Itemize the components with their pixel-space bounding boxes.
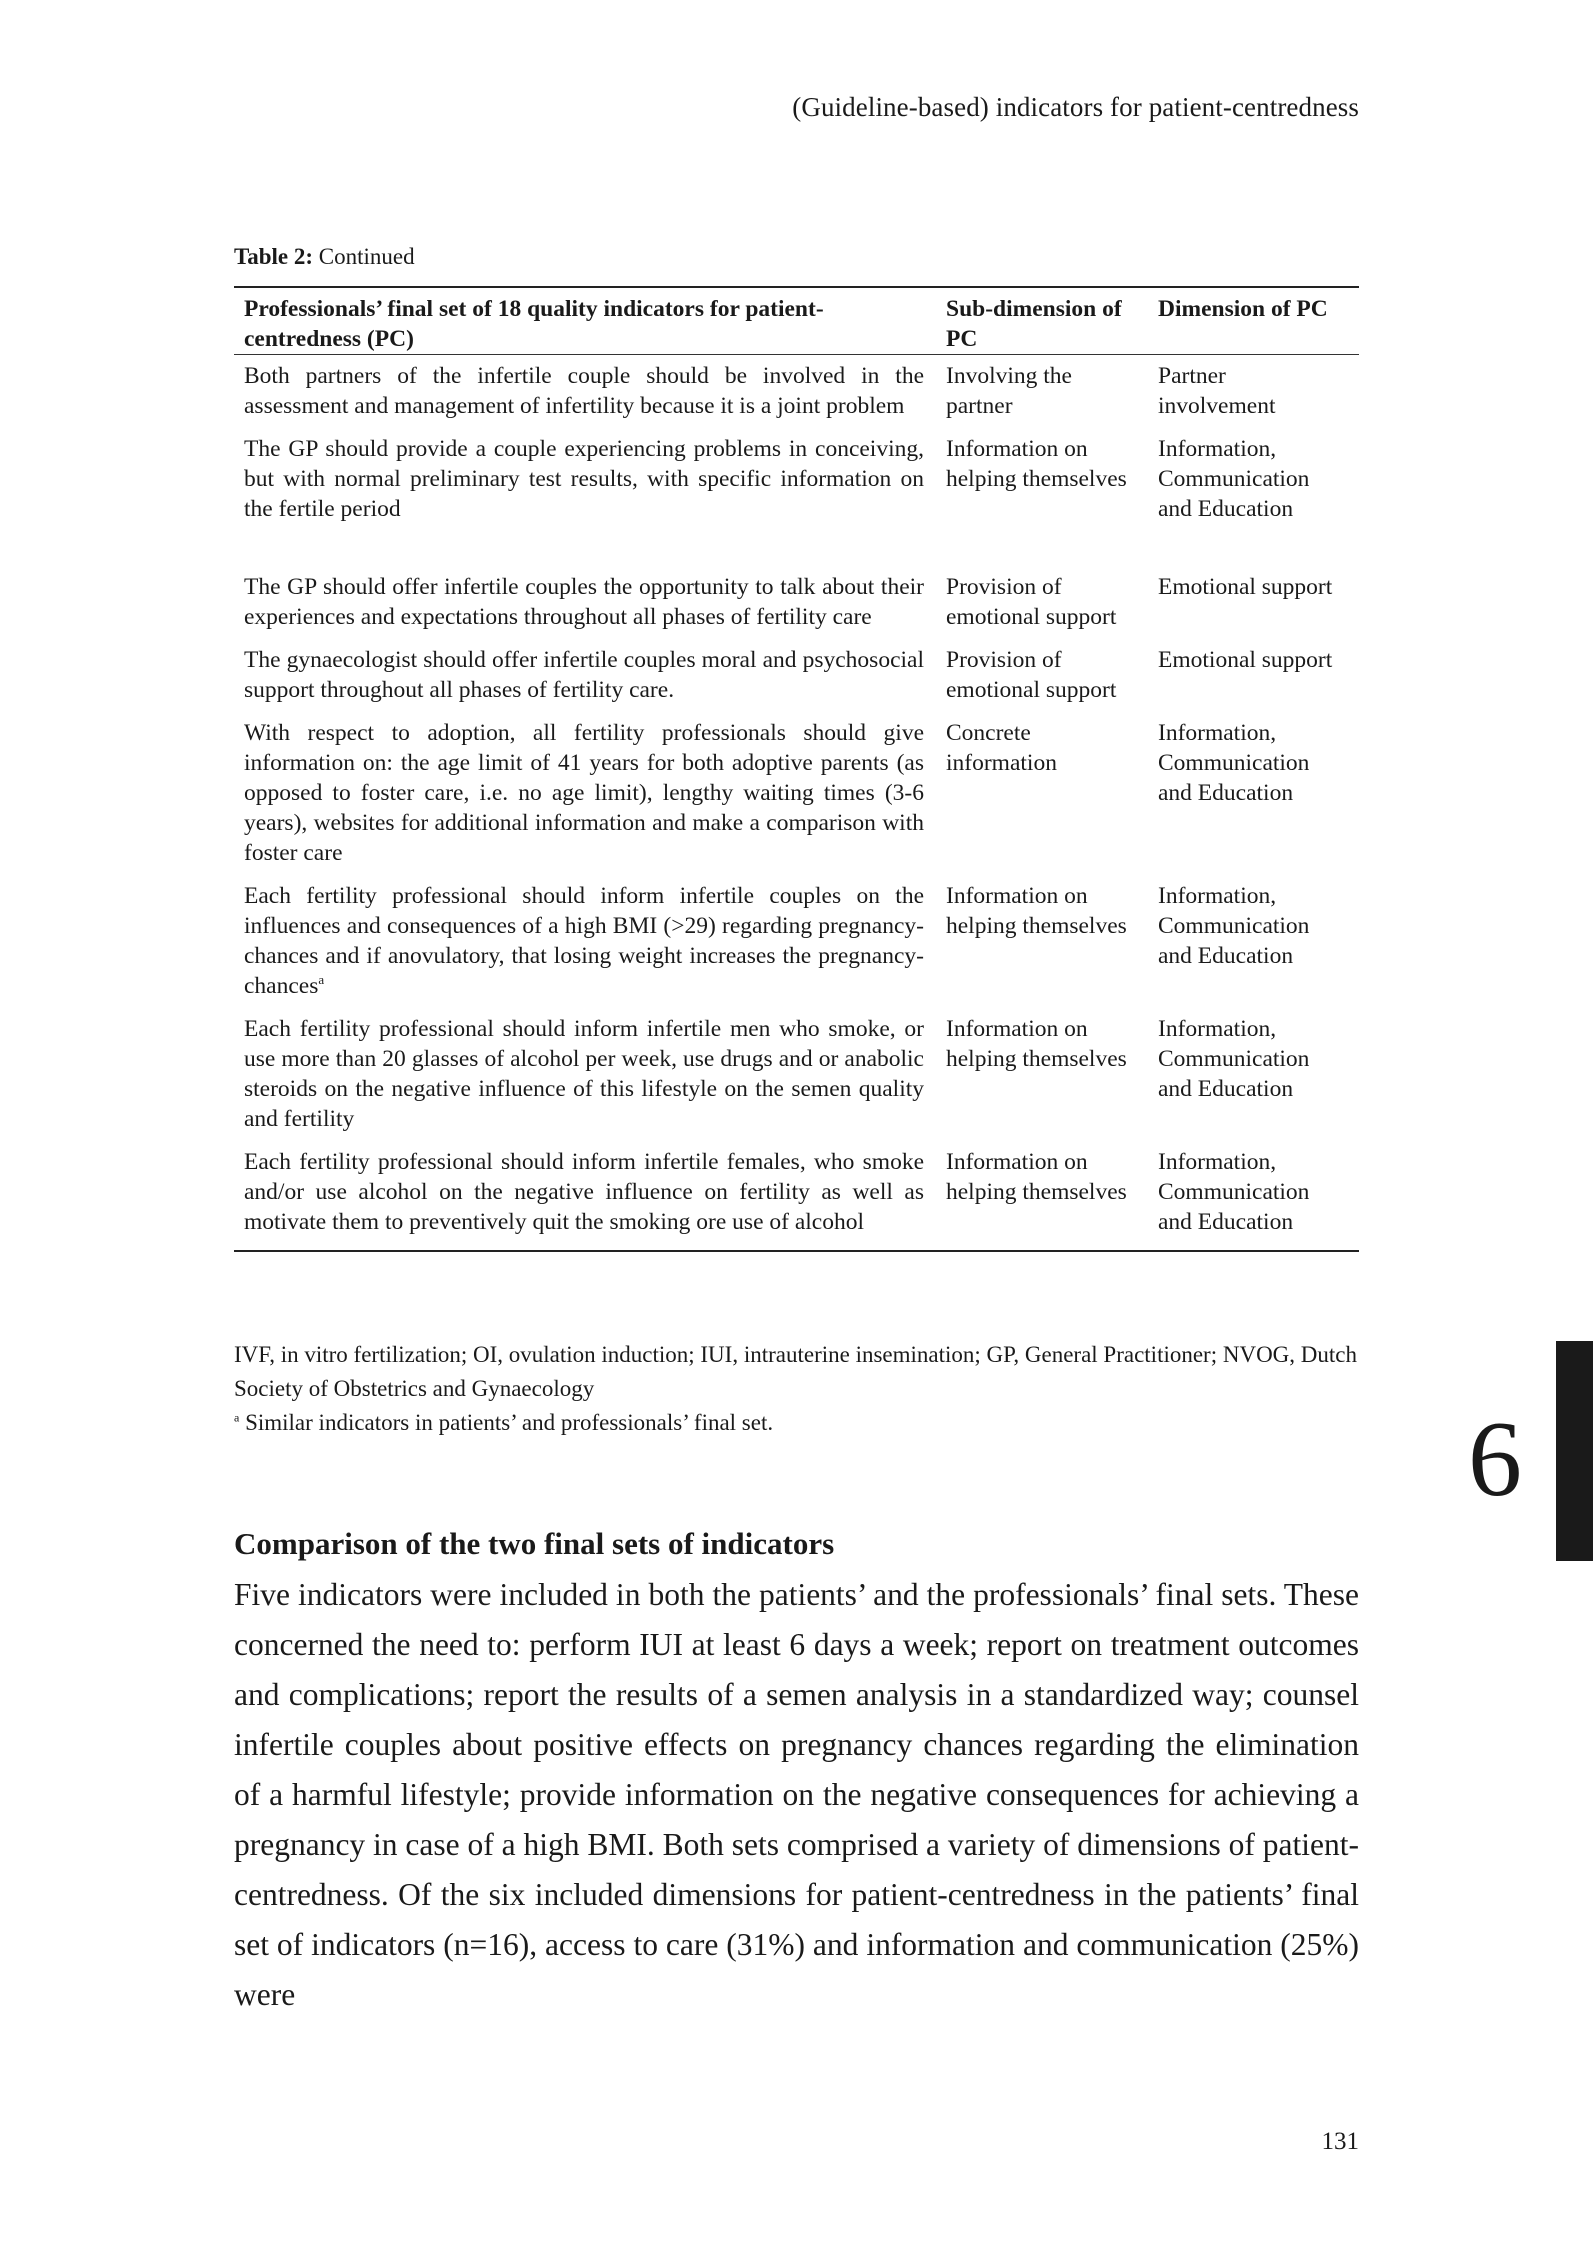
column-header-indicator: Professionals’ final set of 18 quality indicators for patient-centredness (PC)	[244, 296, 824, 352]
footnote-marker: a	[318, 972, 325, 988]
dimension-cell: Partner involvement	[1158, 363, 1276, 419]
dimension-cell: Information, Communication and Education	[1158, 1016, 1310, 1102]
table-row	[234, 1014, 1359, 1147]
sub-dimension-cell: Information on helping themselves	[946, 1149, 1127, 1205]
table-row	[234, 1147, 1359, 1251]
sub-dimension-cell: Concrete information	[946, 720, 1057, 776]
indicator-cell: Each fertility professional should inform infertile females, who smoke and/or use alcohol on the negative influence on fertility as well as motivate them to preventively quit the smoking ore use of alcohol	[244, 1149, 924, 1235]
dimension-cell: Emotional support	[1158, 647, 1333, 673]
indicator-text: Each fertility professional should inform infertile couples on the influences and consequences of a high BMI (>29) regarding pregnancy-chances and if anovulatory, that losing weight increases the pregnancy-chances	[244, 883, 924, 999]
table-header-row	[234, 287, 1359, 355]
table-row	[234, 718, 1359, 881]
footnote-marker: a	[234, 1410, 240, 1425]
running-header: (Guideline-based) indicators for patient-centredness	[792, 92, 1359, 122]
table-row	[234, 572, 1359, 645]
sub-dimension-cell: Information on helping themselves	[946, 436, 1127, 492]
dimension-cell: Information, Communication and Education	[1158, 436, 1310, 522]
column-header-sub-dimension: Sub-dimension of PC	[946, 296, 1122, 352]
dimension-cell: Information, Communication and Education	[1158, 1149, 1310, 1235]
indicator-cell: Each fertility professional should inform infertile men who smoke, or use more than 20 glasses of alcohol per week, use drugs and or anabolic steroids on the negative influence of this lifestyle on the semen quality and fertility	[244, 1016, 924, 1132]
table-caption	[234, 244, 415, 270]
sub-dimension-cell: Provision of emotional support	[946, 647, 1117, 703]
indicator-table-container	[234, 286, 1359, 1252]
table-row	[234, 645, 1359, 718]
indicator-cell: With respect to adoption, all fertility professionals should give information on: the age limit of 41 years for both adoptive parents (as opposed to foster care, i.e. no age limit), lengthy waiting times (3-6 years), websites for additional information and make a comparison with foster care	[244, 720, 924, 866]
body-paragraph: Five indicators were included in both the patients’ and the professionals’ final sets. These concerned the need to: perform IUI at least 6 days a week; report on treatment outcomes and complications; report the results of a semen analysis in a standardized way; counsel infertile couples about positive effects on pregnancy chances regarding the elimination of a harmful lifestyle; provide information on the negative consequences for achieving a pregnancy in case of a high BMI. Both sets comprised a variety of dimensions of patient-centredness. Of the six included dimensions for patient-centredness in the patients’ final set of indicators (n=16), access to care (31%) and information and communication (25%) were	[234, 1577, 1359, 2012]
column-header-dimension: Dimension of PC	[1158, 296, 1328, 322]
table-caption-text: Continued	[313, 244, 415, 269]
dimension-cell: Information, Communication and Education	[1158, 883, 1310, 969]
sub-dimension-cell: Information on helping themselves	[946, 1016, 1127, 1072]
indicator-table	[234, 286, 1359, 1252]
footnote	[234, 1406, 1359, 1440]
footnote-text: Similar indicators in patients’ and professionals’ final set.	[239, 1410, 774, 1435]
indicator-cell	[234, 881, 934, 1014]
table-row	[234, 434, 1359, 572]
table-notes	[234, 1338, 1359, 1440]
page-number: 131	[1321, 2128, 1359, 2155]
table-row	[234, 881, 1359, 1014]
sub-dimension-cell: Information on helping themselves	[946, 883, 1127, 939]
indicator-cell: The GP should provide a couple experiencing problems in conceiving, but with normal preliminary test results, with specific information on the fertile period	[244, 436, 924, 522]
chapter-tab	[1556, 1341, 1593, 1561]
table-caption-label: Table 2:	[234, 244, 314, 269]
indicator-cell: The GP should offer infertile couples the opportunity to talk about their experiences and expectations throughout all phases of fertility care	[244, 574, 924, 630]
abbreviations-note: IVF, in vitro fertilization; OI, ovulation induction; IUI, intrauterine insemination; GP, General Practitioner; NVOG, Dutch Society of Obstetrics and Gynaecology	[234, 1342, 1358, 1401]
section-heading: Comparison of the two final sets of indicators	[234, 1526, 835, 1561]
sub-dimension-cell: Provision of emotional support	[946, 574, 1117, 630]
dimension-cell: Emotional support	[1158, 574, 1333, 600]
indicator-cell: The gynaecologist should offer infertile couples moral and psychosocial support throughout all phases of fertility care.	[244, 647, 924, 703]
table-row	[234, 355, 1359, 435]
dimension-cell: Information, Communication and Education	[1158, 720, 1310, 806]
chapter-number: 6	[1468, 1400, 1522, 1519]
sub-dimension-cell: Involving the partner	[946, 363, 1072, 419]
indicator-cell: Both partners of the infertile couple should be involved in the assessment and management of infertility because it is a joint problem	[244, 363, 924, 419]
